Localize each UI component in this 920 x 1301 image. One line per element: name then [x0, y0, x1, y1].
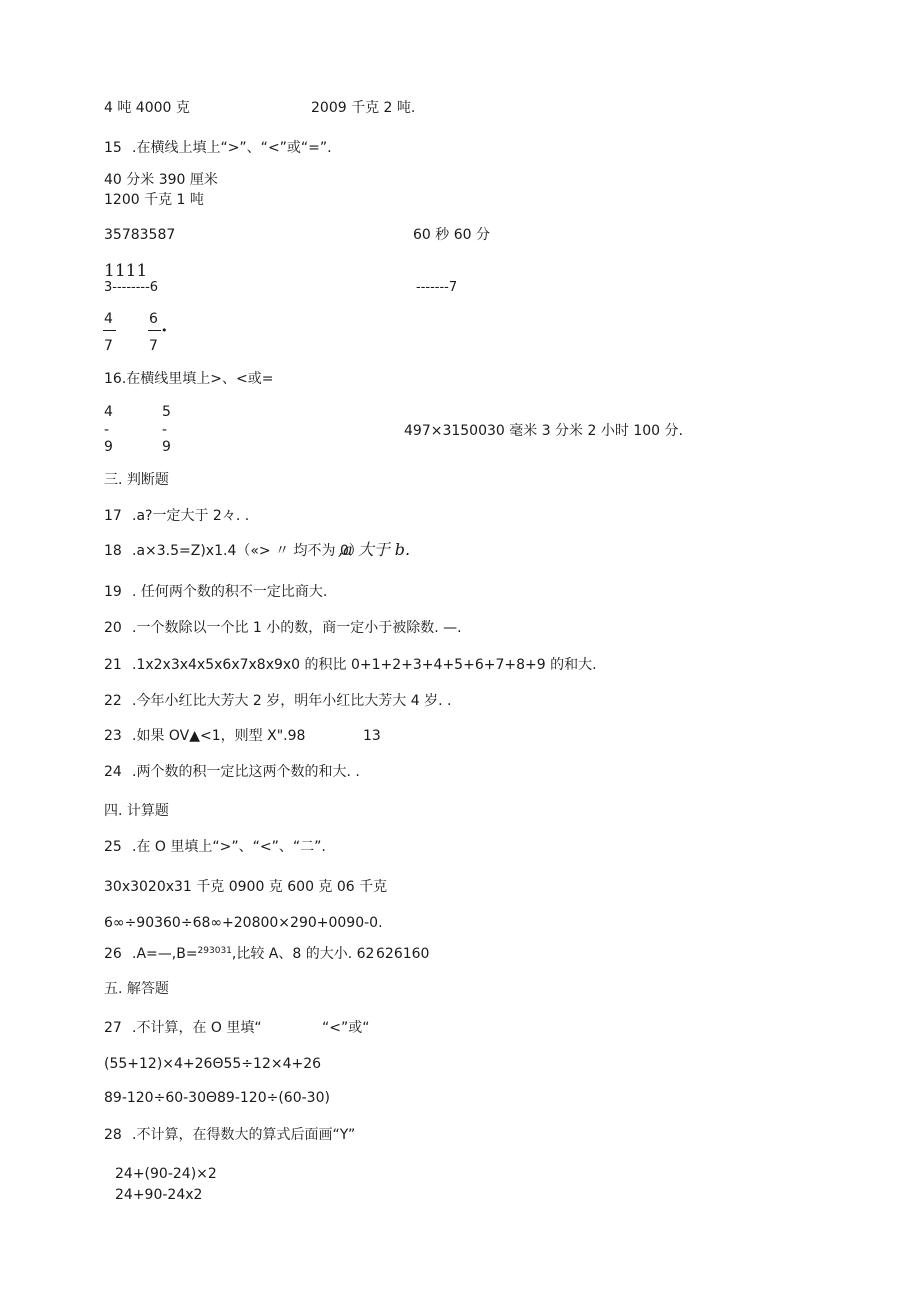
q15-number: 15	[104, 140, 122, 156]
judge-24-number: 24	[104, 764, 122, 780]
judge-19-text: . 任何两个数的积不一定比商大.	[132, 584, 328, 600]
judge-24-text: .两个数的积一定比这两个数的和大. .	[132, 764, 360, 780]
q27-line-1: (55+12)×4+26Θ55÷12×4+26	[104, 1056, 322, 1072]
q27-prompt: .不计算，在 O 里填“	[132, 1020, 262, 1036]
top-line-right: 2009 千克 2 吨.	[311, 100, 416, 116]
q15-line-c-left: 35783587	[104, 227, 176, 243]
judge-23-text: .如果 OV▲<1，则型 X".98	[132, 728, 306, 744]
judge-20-number: 20	[104, 620, 122, 636]
judge-22-number: 22	[104, 693, 122, 709]
q27-line-2: 89-120÷60-30Θ89-120÷(60-30)	[104, 1090, 330, 1106]
section-3-title: 三. 判断题	[104, 472, 169, 488]
q15-line-a: 40 分米 390 厘米	[104, 172, 218, 188]
q16-frac2-dash: -	[162, 422, 168, 438]
q28-line-1: 24+(90-24)×2	[115, 1166, 217, 1182]
q15-frac1-numerator: 4	[104, 311, 113, 327]
top-line-left: 4 吨 4000 克	[104, 100, 190, 116]
q15-prompt: .在横线上填上“>”、“<”或“=”.	[132, 140, 332, 156]
q16-frac1-dash: -	[104, 422, 110, 438]
q15-frac2-numerator: 6	[149, 311, 158, 327]
q15-dash-left: 3--------6	[104, 280, 159, 295]
judge-18-text: .a×3.5=Z)x1.4（«> 〃 均不为 0）	[132, 543, 363, 559]
judge-17-text: .a?一定大于 2々. .	[132, 508, 250, 524]
q15-line-c-right: 60 秒 60 分	[413, 227, 490, 243]
q16-frac1-numerator: 4	[104, 404, 113, 420]
q25-number: 25	[104, 839, 122, 855]
q15-line-b: 1200 千克 1 吨	[104, 192, 204, 208]
q25-line-2: 6∞÷90360÷68∞+20800×290+0090-0.	[104, 915, 383, 931]
q16-frac1-denominator: 9	[104, 439, 113, 455]
q15-frac2-denominator: 7	[149, 338, 158, 354]
q28-line-2: 24+90-24x2	[115, 1187, 203, 1203]
q16-right-line: 497×3150030 毫米 3 分米 2 小时 100 分.	[404, 423, 683, 439]
q25-line-1: 30x3020x31 千克 0900 克 600 克 06 千克	[104, 879, 388, 895]
q16-frac2-numerator: 5	[162, 404, 171, 420]
judge-21-number: 21	[104, 657, 122, 673]
q15-frac2-mark: •	[161, 324, 168, 337]
q15-frac2-bar	[148, 330, 161, 331]
judge-21-text: .1x2x3x4x5x6x7x8x9x0 的积比 0+1+2+3+4+5+6+7+8+9 的和大.	[132, 657, 597, 673]
q26-number: 26	[104, 946, 122, 962]
judge-22-text: .今年小红比大芳大 2 岁，明年小红比大芳大 4 岁. .	[132, 693, 452, 709]
judge-23-number: 23	[104, 728, 122, 744]
q28-prompt: .不计算，在得数大的算式后面画“Y”	[132, 1127, 356, 1143]
q15-frac1-denominator: 7	[104, 338, 113, 354]
section-5-title: 五. 解答题	[104, 981, 169, 997]
q15-ones: 1111	[104, 261, 148, 281]
q26-text	[132, 947, 374, 961]
judge-23-extra: 13	[363, 728, 381, 744]
judge-18-number: 18	[104, 543, 122, 559]
q27-number: 27	[104, 1020, 122, 1036]
q28-number: 28	[104, 1127, 122, 1143]
q26-pre: .A=—,B=	[132, 946, 198, 962]
judge-17-number: 17	[104, 508, 122, 524]
judge-18-tail: ,a 大于 b.	[338, 540, 411, 559]
judge-20-text: .一个数除以一个比 1 小的数，商一定小于被除数. —.	[132, 620, 462, 636]
q27-prompt-tail: “<”或“	[322, 1020, 370, 1036]
q16-frac2-denominator: 9	[162, 439, 171, 455]
q15-dash-right: -------7	[416, 280, 458, 295]
q26-extra: 626160	[376, 946, 430, 962]
q15-frac1-bar	[103, 330, 116, 331]
q26-post: ,比较 A、8 的大小. 62	[231, 946, 375, 962]
q16-prompt: 16.在横线里填上>、<或=	[104, 371, 274, 387]
judge-19-number: 19	[104, 584, 122, 600]
q25-prompt: .在 O 里填上“>”、“<”、“二”.	[132, 839, 326, 855]
section-4-title: 四. 计算题	[104, 803, 169, 819]
q26-sup: 293031	[197, 946, 232, 956]
